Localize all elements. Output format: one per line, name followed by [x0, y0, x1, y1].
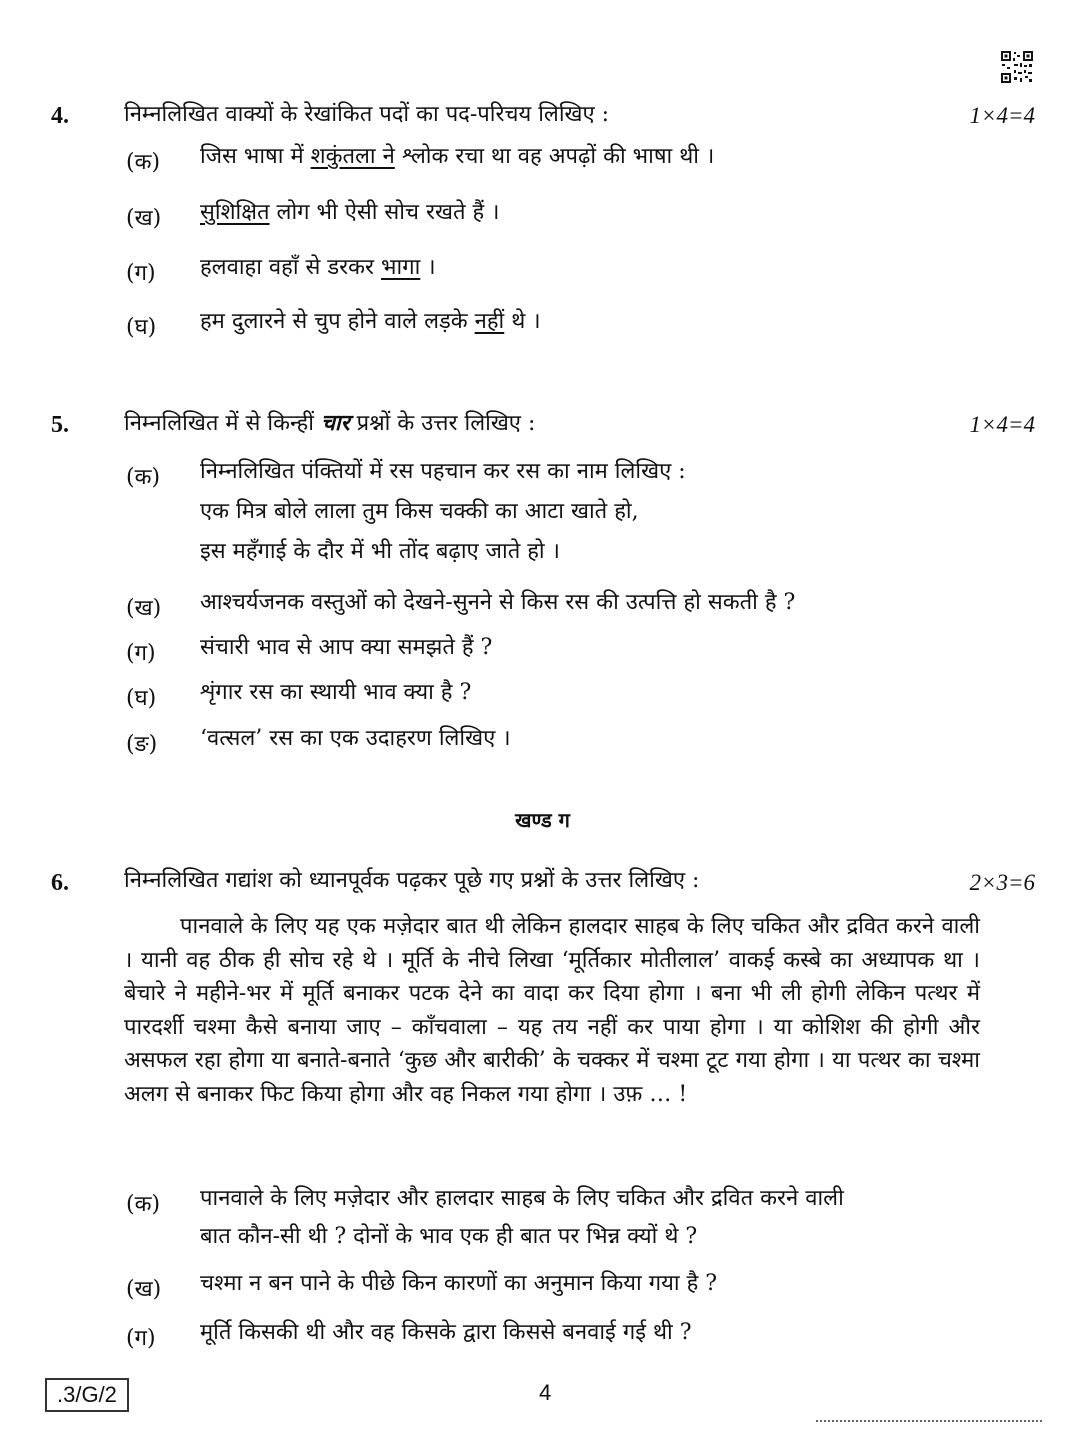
poem-line: इस महँगाई के दौर में भी तोंद बढ़ाए जाते हो । — [200, 539, 560, 564]
part-text: चश्मा न बन पाने के पीछे किन कारणों का अनुमान किया गया है ? — [200, 1271, 718, 1296]
part-text: संचारी भाव से आप क्या समझते हैं ? — [200, 635, 493, 660]
part-label: (घ) — [126, 686, 157, 711]
page-number: 4 — [539, 1380, 552, 1405]
part-label: (ख) — [126, 596, 162, 621]
part-text: ‘वत्सल’ रस का एक उदाहरण लिखिए । — [200, 726, 511, 751]
part-text: पानवाले के लिए मज़ेदार और हालदार साहब के लिए चकित और द्रवित करने वाली — [200, 1186, 844, 1211]
part-text: शृंगार रस का स्थायी भाव क्या है ? — [200, 680, 472, 705]
qr-code-icon — [1000, 50, 1034, 84]
part-text: हलवाहा वहाँ से डरकर भागा । — [200, 255, 436, 280]
paper-code: .3/G/2 — [45, 1378, 129, 1412]
part-text: जिस भाषा में शकुंतला ने श्लोक रचा था वह अपढ़ों की भाषा थी । — [200, 144, 715, 169]
question-number: 4. — [51, 103, 69, 129]
part-label: (ग) — [126, 641, 156, 666]
part-text: आश्चर्यजनक वस्तुओं को देखने-सुनने से किस रस की उत्पत्ति हो सकती है ? — [200, 590, 796, 615]
part-label: (क) — [126, 150, 161, 175]
underlined-word: भागा — [381, 255, 421, 280]
question-marks: 2×3=6 — [969, 870, 1035, 895]
part-label: (ख) — [126, 1277, 162, 1302]
part-label: (घ) — [126, 315, 157, 340]
part-text-continued: बात कौन-सी थी ? दोनों के भाव एक ही बात पर भिन्न क्यों थे ? — [200, 1224, 698, 1249]
footer-dotted-line — [816, 1420, 1042, 1422]
section-heading: खण्ड ग — [515, 808, 570, 832]
part-label: (ङ) — [126, 732, 158, 757]
underlined-word: शकुंतला ने — [310, 144, 395, 169]
part-text: निम्नलिखित पंक्तियों में रस पहचान कर रस का नाम लिखिए : — [200, 459, 686, 484]
passage: पानवाले के लिए यह एक मज़ेदार बात थी लेकिन हालदार साहब के लिए चकित और द्रवित करने वाली । यानी वह ठीक ही सोच रहे थे । मूर्ति के नीचे लिखा ‘मूर्तिकार मोतीलाल’ वाकई कस्बे का अध्यापक था । बेचारे ने महीने-भर में मूर्ति बनाकर पटक देने का वादा कर दिया होगा । बना भी ली होगी लेकिन पत्थर में पारदर्शी चश्मा कैसे बनाया जाए – काँचवाला – यह तय नहीं कर पाया होगा । या कोशिश की होगी और असफल रहा होगा या बनाते-बनाते ‘कुछ और बारीकी’ के चक्कर में चश्मा टूट गया होगा । या पत्थर का चश्मा अलग से बनाकर फिट किया होगा और वह निकल गया होगा । उफ़ … ! — [124, 914, 980, 1107]
question-number: 5. — [51, 412, 69, 438]
part-text: हम दुलारने से चुप होने वाले लड़के नहीं थे । — [200, 309, 541, 334]
question-number: 6. — [51, 870, 69, 896]
part-label: (क) — [126, 1192, 161, 1217]
question-marks: 1×4=4 — [969, 412, 1035, 437]
emphasis-word: चार — [320, 410, 350, 436]
part-text: सुशिक्षित लोग भी ऐसी सोच रखते हैं । — [200, 200, 500, 225]
underlined-word: नहीं — [474, 309, 505, 334]
underlined-word: सुशिक्षित — [200, 200, 270, 225]
part-label: (ग) — [126, 1326, 156, 1351]
question-stem: निम्नलिखित वाक्यों के रेखांकित पदों का पद-परिचय लिखिए : — [124, 102, 610, 127]
part-label: (क) — [126, 465, 161, 490]
part-label: (ख) — [126, 206, 162, 231]
question-stem: निम्नलिखित में से किन्हीं चार प्रश्नों के उत्तर लिखिए : — [124, 410, 536, 436]
question-marks: 1×4=4 — [969, 103, 1035, 128]
poem-line: एक मित्र बोले लाला तुम किस चक्की का आटा खाते हो, — [200, 499, 639, 524]
part-text: मूर्ति किसकी थी और वह किसके द्वारा किससे बनवाई गई थी ? — [200, 1320, 692, 1345]
question-stem: निम्नलिखित गद्यांश को ध्यानपूर्वक पढ़कर पूछे गए प्रश्नों के उत्तर लिखिए : — [124, 868, 700, 893]
part-label: (ग) — [126, 261, 156, 286]
